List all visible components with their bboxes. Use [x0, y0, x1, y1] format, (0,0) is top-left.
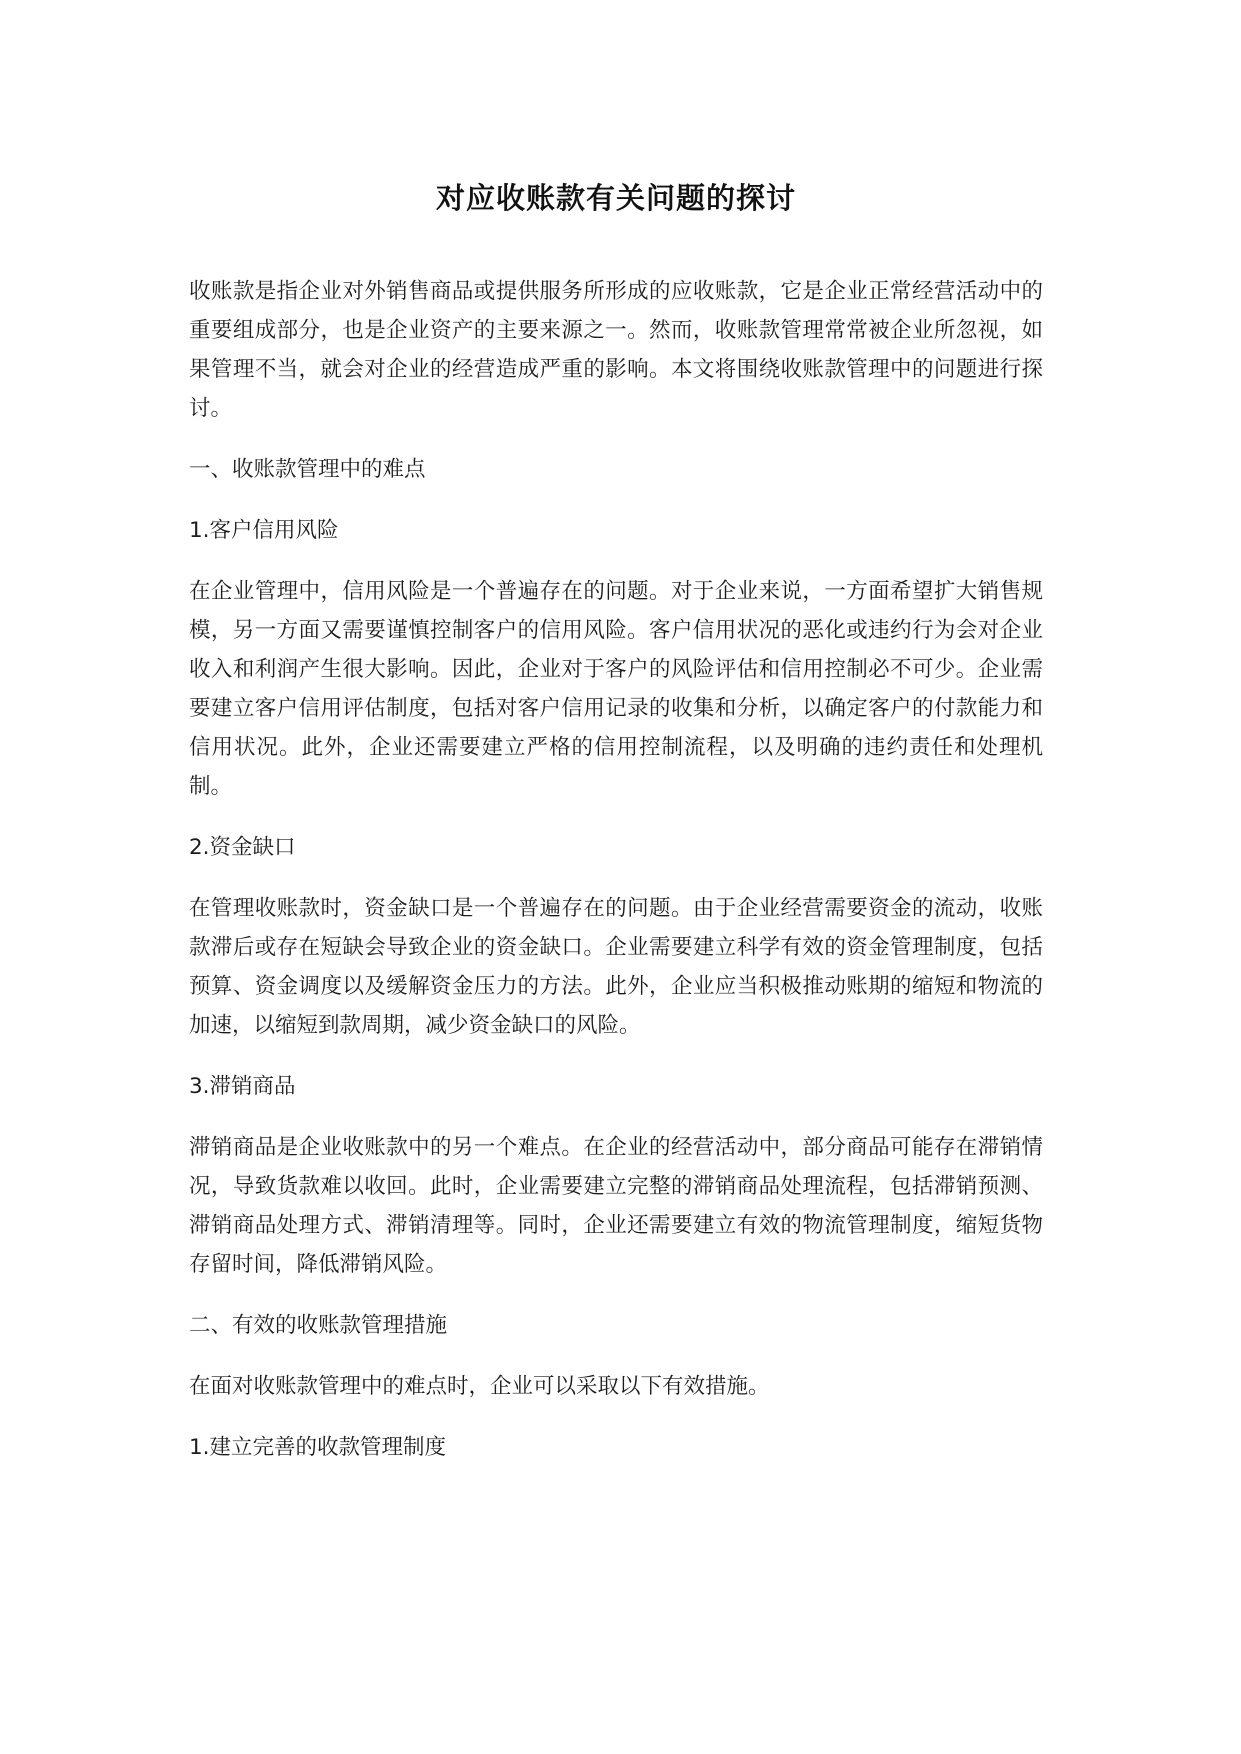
paragraph-measures-intro: 在面对收账款管理中的难点时，企业可以采取以下有效措施。	[189, 1374, 770, 1399]
document-body	[189, 176, 1043, 1489]
paragraph-unsold-goods: 滞销商品是企业收账款中的另一个难点。在企业的经营活动中，部分商品可能存在滞销情况，导致货款难以收回。此时，企业需要建立完整的滞销商品处理流程，包括滞销预测、滞销商品处理方式、滞销清理等。同时，企业还需要建立有效的物流管理制度，缩短货物存留时间，降低滞销风险。	[189, 1135, 1043, 1277]
intro-paragraph: 收账款是指企业对外销售商品或提供服务所形成的应收账款，它是企业正常经营活动中的重要组成部分，也是企业资产的主要来源之一。然而，收账款管理常常被企业所忽视，如果管理不当，就会对企业的经营造成严重的影响。本文将围绕收账款管理中的问题进行探讨。	[189, 279, 1043, 421]
subheading-funding-gap: 2.资金缺口	[189, 835, 296, 860]
paragraph-funding-gap: 在管理收账款时，资金缺口是一个普遍存在的问题。由于企业经营需要资金的流动，收账款滞后或存在短缺会导致企业的资金缺口。企业需要建立科学有效的资金管理制度，包括预算、资金调度以及缓解资金压力的方法。此外，企业应当积极推动账期的缩短和物流的加速，以缩短到款周期，减少资金缺口的风险。	[189, 896, 1043, 1038]
subheading-credit-risk: 1.客户信用风险	[189, 518, 339, 543]
subheading-collection-system: 1.建立完善的收款管理制度	[189, 1435, 447, 1460]
document-title: 对应收账款有关问题的探讨	[435, 181, 796, 215]
section-heading-difficulties: 一、收账款管理中的难点	[189, 457, 426, 482]
section-heading-measures: 二、有效的收账款管理措施	[189, 1313, 448, 1338]
subheading-unsold-goods: 3.滞销商品	[189, 1074, 296, 1099]
paragraph-credit-risk: 在企业管理中，信用风险是一个普遍存在的问题。对于企业来说，一方面希望扩大销售规模，另一方面又需要谨慎控制客户的信用风险。客户信用状况的恶化或违约行为会对企业收入和利润产生很大影响。因此，企业对于客户的风险评估和信用控制必不可少。企业需要建立客户信用评估制度，包括对客户信用记录的收集和分析，以确定客户的付款能力和信用状况。此外，企业还需要建立严格的信用控制流程，以及明确的违约责任和处理机制。	[189, 579, 1043, 799]
